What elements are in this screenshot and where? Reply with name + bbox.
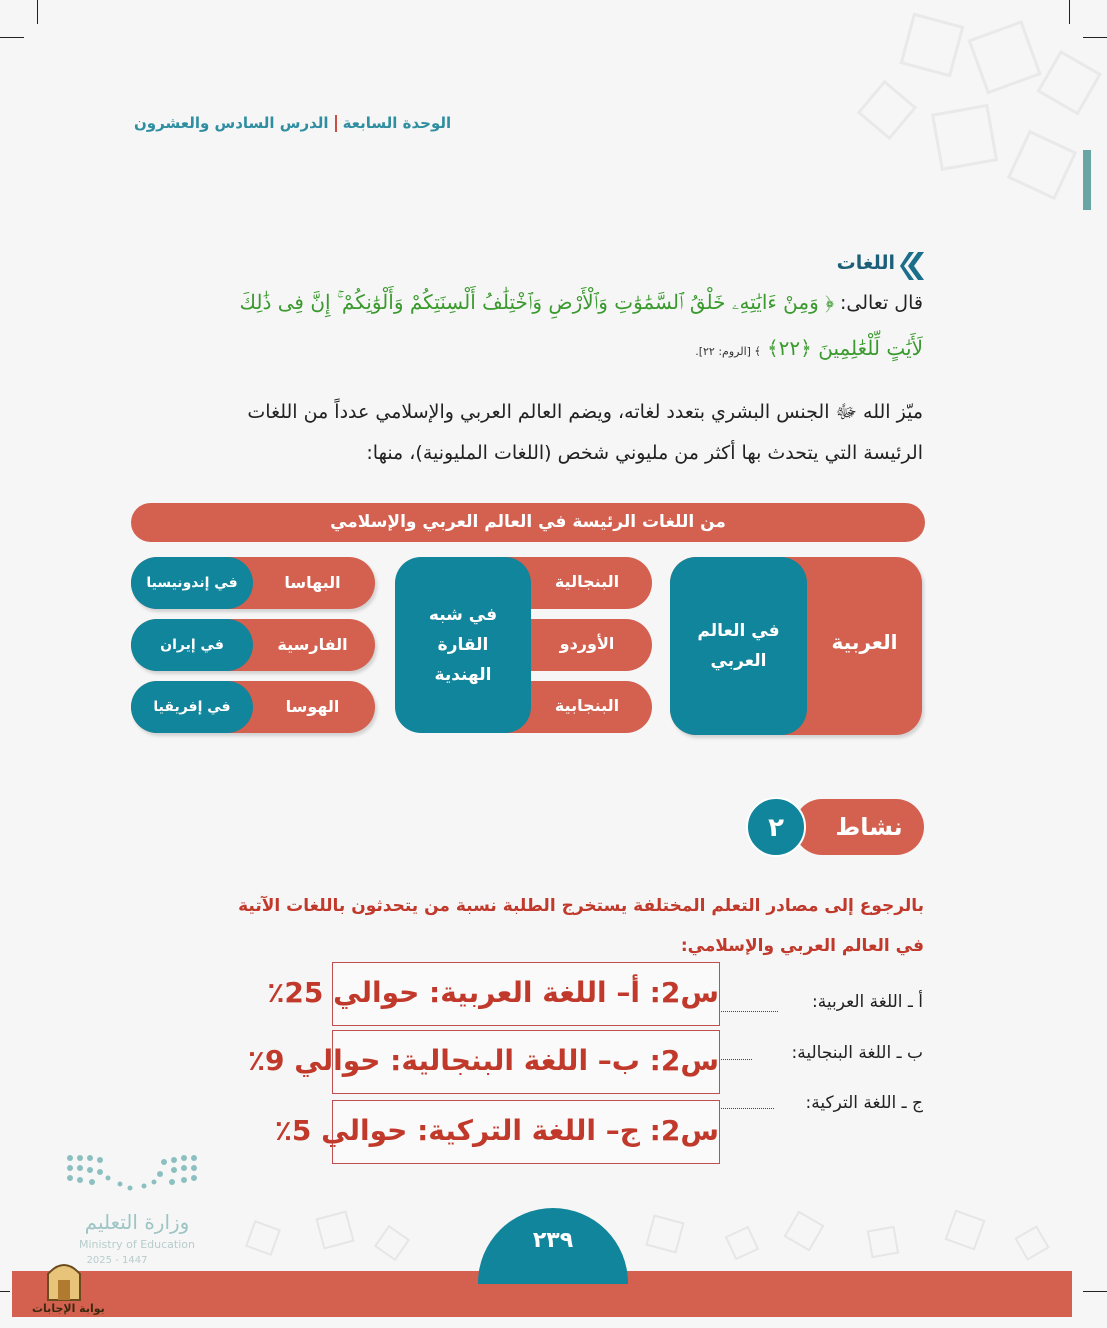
language-label: البهاسا xyxy=(284,573,341,592)
site-name: بوابة الإجابات xyxy=(32,1302,105,1315)
arabic-label: العربية xyxy=(831,630,898,654)
activity-badge xyxy=(746,797,924,857)
question-label: ج ـ اللغة التركية: xyxy=(805,1093,923,1113)
footer-pattern xyxy=(230,1195,1090,1271)
ministry-logo-icon xyxy=(64,1152,200,1200)
answer-box[interactable]: س2: ج– اللغة التركية: حوالي 5٪ xyxy=(332,1100,720,1164)
crop-mark xyxy=(0,37,24,38)
question-label: ب ـ اللغة البنجالية: xyxy=(791,1043,923,1063)
header-divider xyxy=(335,115,337,132)
answer-box[interactable]: س2: ب– اللغة البنجالية: حوالي 9٪ xyxy=(332,1030,720,1094)
language-pill xyxy=(131,681,375,733)
activity-instructions-line-1: بالرجوع إلى مصادر التعلم المختلفة يستخرج الطلبة نسبة من يتحدثون باللغات الآتية xyxy=(238,896,924,916)
site-logo-icon xyxy=(44,1256,84,1302)
language-region: في إندونيسيا xyxy=(131,557,253,609)
subcontinent-item: البنجابية xyxy=(554,696,620,715)
verse-reference: ﴾ [الروم: ٢٢]. xyxy=(695,345,761,358)
question-label: أ ـ اللغة العربية: xyxy=(812,992,923,1012)
verse-text: ﴿ وَمِنْ ءَايَٰتِهِۦ خَلْقُ ٱلسَّمَٰوَٰتِ وَٱلْأَرْضِ وَٱخْتِلَٰفُ أَلْسِنَتِكُمْ وَأَلْوَٰنِكُمْ ۚ إِنَّ فِى ذَٰلِكَ xyxy=(239,290,834,314)
verse-text-2: لَأَيَٰتٍ لِّلْعَٰلِمِينَ ﴿٢٢﴾ xyxy=(766,336,923,360)
background-pattern xyxy=(687,0,1107,230)
chevron-icon xyxy=(900,252,924,280)
subcontinent-region: في شبه القارة الهندية xyxy=(395,557,531,733)
arabic-region: في العالم العربي xyxy=(670,557,807,735)
crop-mark xyxy=(37,0,38,24)
language-label: الهوسا xyxy=(285,697,340,716)
subcontinent-item: البنجالية xyxy=(554,572,620,591)
diagram-banner: من اللغات الرئيسة في العالم العربي والإسلامي xyxy=(131,503,925,542)
crop-mark xyxy=(1083,1291,1107,1292)
page-header xyxy=(134,114,451,132)
activity-number: ٢ xyxy=(746,797,806,857)
language-label: الفارسية xyxy=(277,635,348,654)
verse-line-1 xyxy=(240,290,923,314)
answer-dots xyxy=(718,1059,752,1060)
answer-dots xyxy=(718,1011,778,1012)
crop-mark xyxy=(0,1291,10,1292)
language-pill xyxy=(131,619,375,671)
verse-line-2 xyxy=(695,336,923,360)
language-region: في إفريقيا xyxy=(131,681,253,733)
activity-label: نشاط xyxy=(794,799,924,855)
verse-intro: قال تعالى: xyxy=(840,292,923,314)
language-pill xyxy=(131,557,375,609)
ministry-name-en: Ministry of Education xyxy=(78,1238,195,1251)
ministry-name-ar: وزارة التعليم xyxy=(84,1210,190,1234)
answer-box[interactable]: س2: أ– اللغة العربية: حوالي 25٪ xyxy=(332,962,720,1026)
ministry-year: 2025 - 1447 xyxy=(86,1255,148,1266)
lesson-title: الدرس السادس والعشرون xyxy=(134,114,329,132)
subcontinent-item: الأوردو xyxy=(559,634,615,653)
page-number: ٢٣٩ xyxy=(532,1228,574,1253)
arabic-group xyxy=(670,557,922,735)
intro-paragraph-line-2: الرئيسة التي يتحدث بها أكثر من مليوني شخص (اللغات المليونية)، منها: xyxy=(366,442,923,464)
intro-paragraph-line-1: ميّز الله ﷻ الجنس البشري بتعدد لغاته، ويضم العالم العربي والإسلامي عدداً من اللغات xyxy=(247,401,923,423)
language-region: في إيران xyxy=(131,619,253,671)
activity-instructions-line-2: في العالم العربي والإسلامي: xyxy=(680,936,924,956)
unit-title: الوحدة السابعة xyxy=(342,114,452,132)
section-title: اللغات xyxy=(836,252,895,274)
